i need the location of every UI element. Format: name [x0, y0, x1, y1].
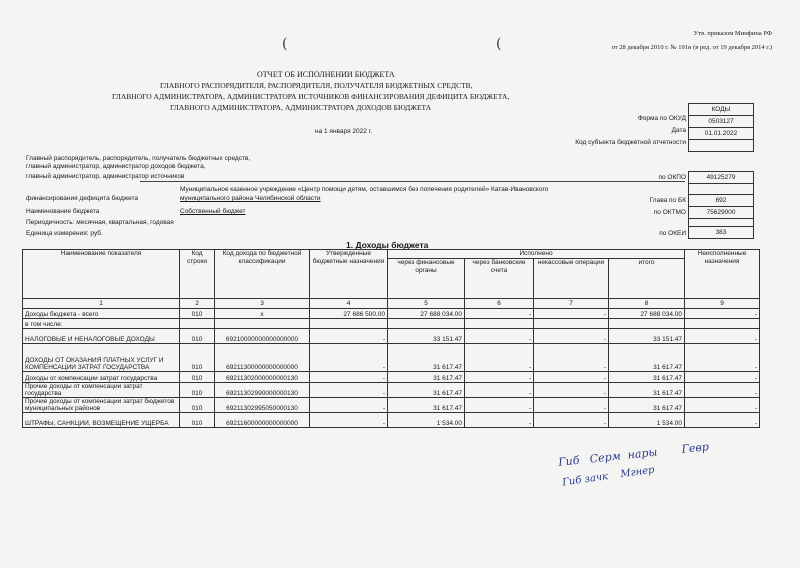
okpo-value: 49125279: [689, 172, 754, 184]
col-approved-header: Утвержденные бюджетные назначения: [310, 250, 388, 299]
codes-header: КОДЫ: [689, 104, 754, 116]
row-kbk: 69211302000000000130: [215, 372, 310, 383]
table-row: [23, 413, 760, 428]
row-noncash: -: [534, 372, 609, 383]
table-row: [23, 329, 760, 344]
row-bank: -: [465, 372, 534, 383]
row-bank: -: [465, 398, 534, 413]
table-row: [23, 383, 760, 398]
table-row: [23, 372, 760, 383]
row-name: Прочие доходы от компенсации затрат государства: [23, 383, 180, 398]
row-approved: -: [310, 344, 388, 372]
signature-1: Гиб Серм нары Гевр: [557, 440, 710, 469]
row-code: 010: [180, 413, 215, 428]
col-number: 6: [465, 299, 534, 309]
approval-line-2: от 28 декабря 2010 г. № 191н (в ред. от 19 декабря 2014 г.): [611, 44, 772, 51]
row-noncash: -: [534, 383, 609, 398]
subject-label: Код субъекта бюджетной отчетности: [575, 139, 686, 146]
okpo-label: по ОКПО: [658, 174, 686, 181]
row-approved: -: [310, 413, 388, 428]
col-number: 1: [23, 299, 180, 309]
title-line-1: ОТЧЕТ ОБ ИСПОЛНЕНИИ БЮДЖЕТА: [257, 70, 395, 79]
bk-value: 692: [689, 195, 754, 207]
col-number: 3: [215, 299, 310, 309]
table-body: [23, 309, 760, 428]
row-code: 010: [180, 344, 215, 372]
okei-value: 383: [689, 227, 754, 239]
table-row: [23, 344, 760, 372]
okud-label: Форма по ОКУД: [637, 115, 686, 122]
bk-label: Глава по БК: [649, 197, 686, 204]
row-total: 31 617.47: [609, 383, 685, 398]
row-fin: 1 534.00: [388, 413, 465, 428]
distributor-label-4: финансирования дефицита бюджета: [26, 195, 139, 202]
row-name: ДОХОДЫ ОТ ОКАЗАНИЯ ПЛАТНЫХ УСЛУГ И КОМПЕНСАЦИИ ЗАТРАТ ГОСУДАРСТВА: [23, 344, 180, 372]
okei-label: по ОКЕИ: [659, 230, 686, 237]
row-noncash: [534, 319, 609, 329]
unit-label: Единица измерения: руб.: [26, 230, 103, 237]
col-number: 5: [388, 299, 465, 309]
row-approved: -: [310, 383, 388, 398]
column-numbers-row: [23, 299, 760, 309]
scan-mark-right: (: [496, 36, 502, 52]
row-kbk: x: [215, 309, 310, 319]
table-row: [23, 319, 760, 329]
row-total: [609, 319, 685, 329]
col-number: 4: [310, 299, 388, 309]
row-approved: 27 686 500.00: [310, 309, 388, 319]
row-approved: [310, 319, 388, 329]
row-kbk: [215, 319, 310, 329]
col-number: 9: [685, 299, 760, 309]
row-approved: -: [310, 398, 388, 413]
periodicity: Периодичность: месячная, квартальная, годовая: [26, 219, 174, 226]
row-unexec: -: [685, 309, 760, 319]
title-line-2: ГЛАВНОГО РАСПОРЯДИТЕЛЯ, РАСПОРЯДИТЕЛЯ, ПОЛУЧАТЕЛЯ БЮДЖЕТНЫХ СРЕДСТВ,: [160, 81, 473, 90]
row-fin: [388, 319, 465, 329]
row-kbk: 69211300000000000000: [215, 344, 310, 372]
approval-line-1: Утв. приказом Минфина РФ: [693, 30, 772, 37]
row-unexec: [685, 319, 760, 329]
okud-value: 0503127: [689, 116, 754, 128]
row-total: 31 617.47: [609, 372, 685, 383]
row-kbk: 69210000000000000000: [215, 329, 310, 344]
row-noncash: -: [534, 309, 609, 319]
scan-mark-left: (: [282, 36, 288, 52]
codes-table-lower: [688, 171, 754, 239]
col-executed-header: Исполнено: [388, 250, 685, 259]
row-kbk: 69211302990000000130: [215, 383, 310, 398]
row-total: 1 534.00: [609, 413, 685, 428]
col-name-header: Наименование показателя: [23, 250, 180, 299]
row-total: 33 151.47: [609, 329, 685, 344]
row-fin: 33 151.47: [388, 329, 465, 344]
row-kbk: 69211600000000000000: [215, 413, 310, 428]
row-code: 010: [180, 383, 215, 398]
organization-name-1: Муниципальное казенное учреждение «Центр помощи детям, оставшимся без попечения родителей» Катав-Ивановского: [180, 186, 549, 193]
row-name: Доходы от компенсации затрат государства: [23, 372, 180, 383]
col-unexecuted-header: Неисполненные назначения: [685, 250, 760, 299]
row-bank: [465, 319, 534, 329]
income-table: [22, 249, 760, 428]
col-number: 7: [534, 299, 609, 309]
row-fin: 27 688 034.00: [388, 309, 465, 319]
row-code: 010: [180, 329, 215, 344]
col-number: 2: [180, 299, 215, 309]
table-row: [23, 398, 760, 413]
row-total: 31 617.47: [609, 344, 685, 372]
row-fin: 31 617.47: [388, 372, 465, 383]
row-code: 010: [180, 398, 215, 413]
row-total: 27 688 034.00: [609, 309, 685, 319]
row-unexec: -: [685, 413, 760, 428]
budget-value: Собственный бюджет: [180, 208, 246, 215]
row-fin: 31 617.47: [388, 398, 465, 413]
row-name: НАЛОГОВЫЕ И НЕНАЛОГОВЫЕ ДОХОДЫ: [23, 329, 180, 344]
table-row: [23, 309, 760, 319]
row-bank: -: [465, 383, 534, 398]
row-unexec: -: [685, 383, 760, 398]
col-noncash-header: некассовые операции: [534, 259, 609, 299]
row-noncash: -: [534, 329, 609, 344]
row-approved: -: [310, 372, 388, 383]
row-unexec: -: [685, 372, 760, 383]
title-line-3: ГЛАВНОГО АДМИНИСТРАТОРА, АДМИНИСТРАТОРА ИСТОЧНИКОВ ФИНАНСИРОВАНИЯ ДЕФИЦИТА БЮДЖЕТА,: [112, 92, 510, 101]
row-code: 010: [180, 309, 215, 319]
col-code-row-header: Код строки: [180, 250, 215, 299]
row-name: Доходы бюджета - всего: [23, 309, 180, 319]
budget-label: Наименование бюджета: [26, 208, 100, 215]
row-noncash: -: [534, 398, 609, 413]
row-name: в том числе:: [23, 319, 180, 329]
col-fin-header: через финансовые органы: [388, 259, 465, 299]
organization-name-2: муниципального района Челябинской области: [180, 195, 321, 202]
row-name: ШТРАФЫ, САНКЦИИ, ВОЗМЕЩЕНИЕ УЩЕРБА: [23, 413, 180, 428]
report-date: на 1 января 2022 г.: [315, 128, 373, 135]
date-value: 01.01.2022: [689, 128, 754, 140]
row-noncash: -: [534, 344, 609, 372]
title-line-4: ГЛАВНОГО АДМИНИСТРАТОРА, АДМИНИСТРАТОРА ДОХОДОВ БЮДЖЕТА: [170, 103, 432, 112]
col-total-header: итого: [609, 259, 685, 299]
distributor-label-1: Главный распорядитель, распорядитель, получатель бюджетных средств,: [26, 155, 251, 162]
row-unexec: -: [685, 344, 760, 372]
col-bank-header: через банковские счета: [465, 259, 534, 299]
subject-value: [689, 140, 754, 152]
distributor-label-3: главный администратор, администратор источников: [26, 173, 185, 180]
row-bank: -: [465, 309, 534, 319]
section-title: 1. Доходы бюджета: [346, 240, 429, 250]
row-code: 010: [180, 372, 215, 383]
row-bank: -: [465, 344, 534, 372]
oktmo-label: по ОКТМО: [653, 209, 686, 216]
row-kbk: 69211302995050000130: [215, 398, 310, 413]
distributor-label-2: главный администратор, администратор доходов бюджета,: [26, 163, 206, 170]
oktmo-value: 75629000: [689, 207, 754, 219]
row-bank: -: [465, 413, 534, 428]
row-fin: 31 617.47: [388, 344, 465, 372]
row-fin: 31 617.47: [388, 383, 465, 398]
col-code-income-header: Код дохода по бюджетной классификации: [215, 250, 310, 299]
row-total: 31 617.47: [609, 398, 685, 413]
date-label: Дата: [671, 127, 686, 134]
row-code: [180, 319, 215, 329]
row-unexec: -: [685, 329, 760, 344]
row-bank: -: [465, 329, 534, 344]
col-number: 8: [609, 299, 685, 309]
signature-2: Гиб зачк Мгнер: [561, 464, 656, 489]
row-name: Прочие доходы от компенсации затрат бюджетов муниципальных районов: [23, 398, 180, 413]
row-approved: -: [310, 329, 388, 344]
row-unexec: -: [685, 398, 760, 413]
row-noncash: -: [534, 413, 609, 428]
codes-table: [688, 103, 754, 152]
